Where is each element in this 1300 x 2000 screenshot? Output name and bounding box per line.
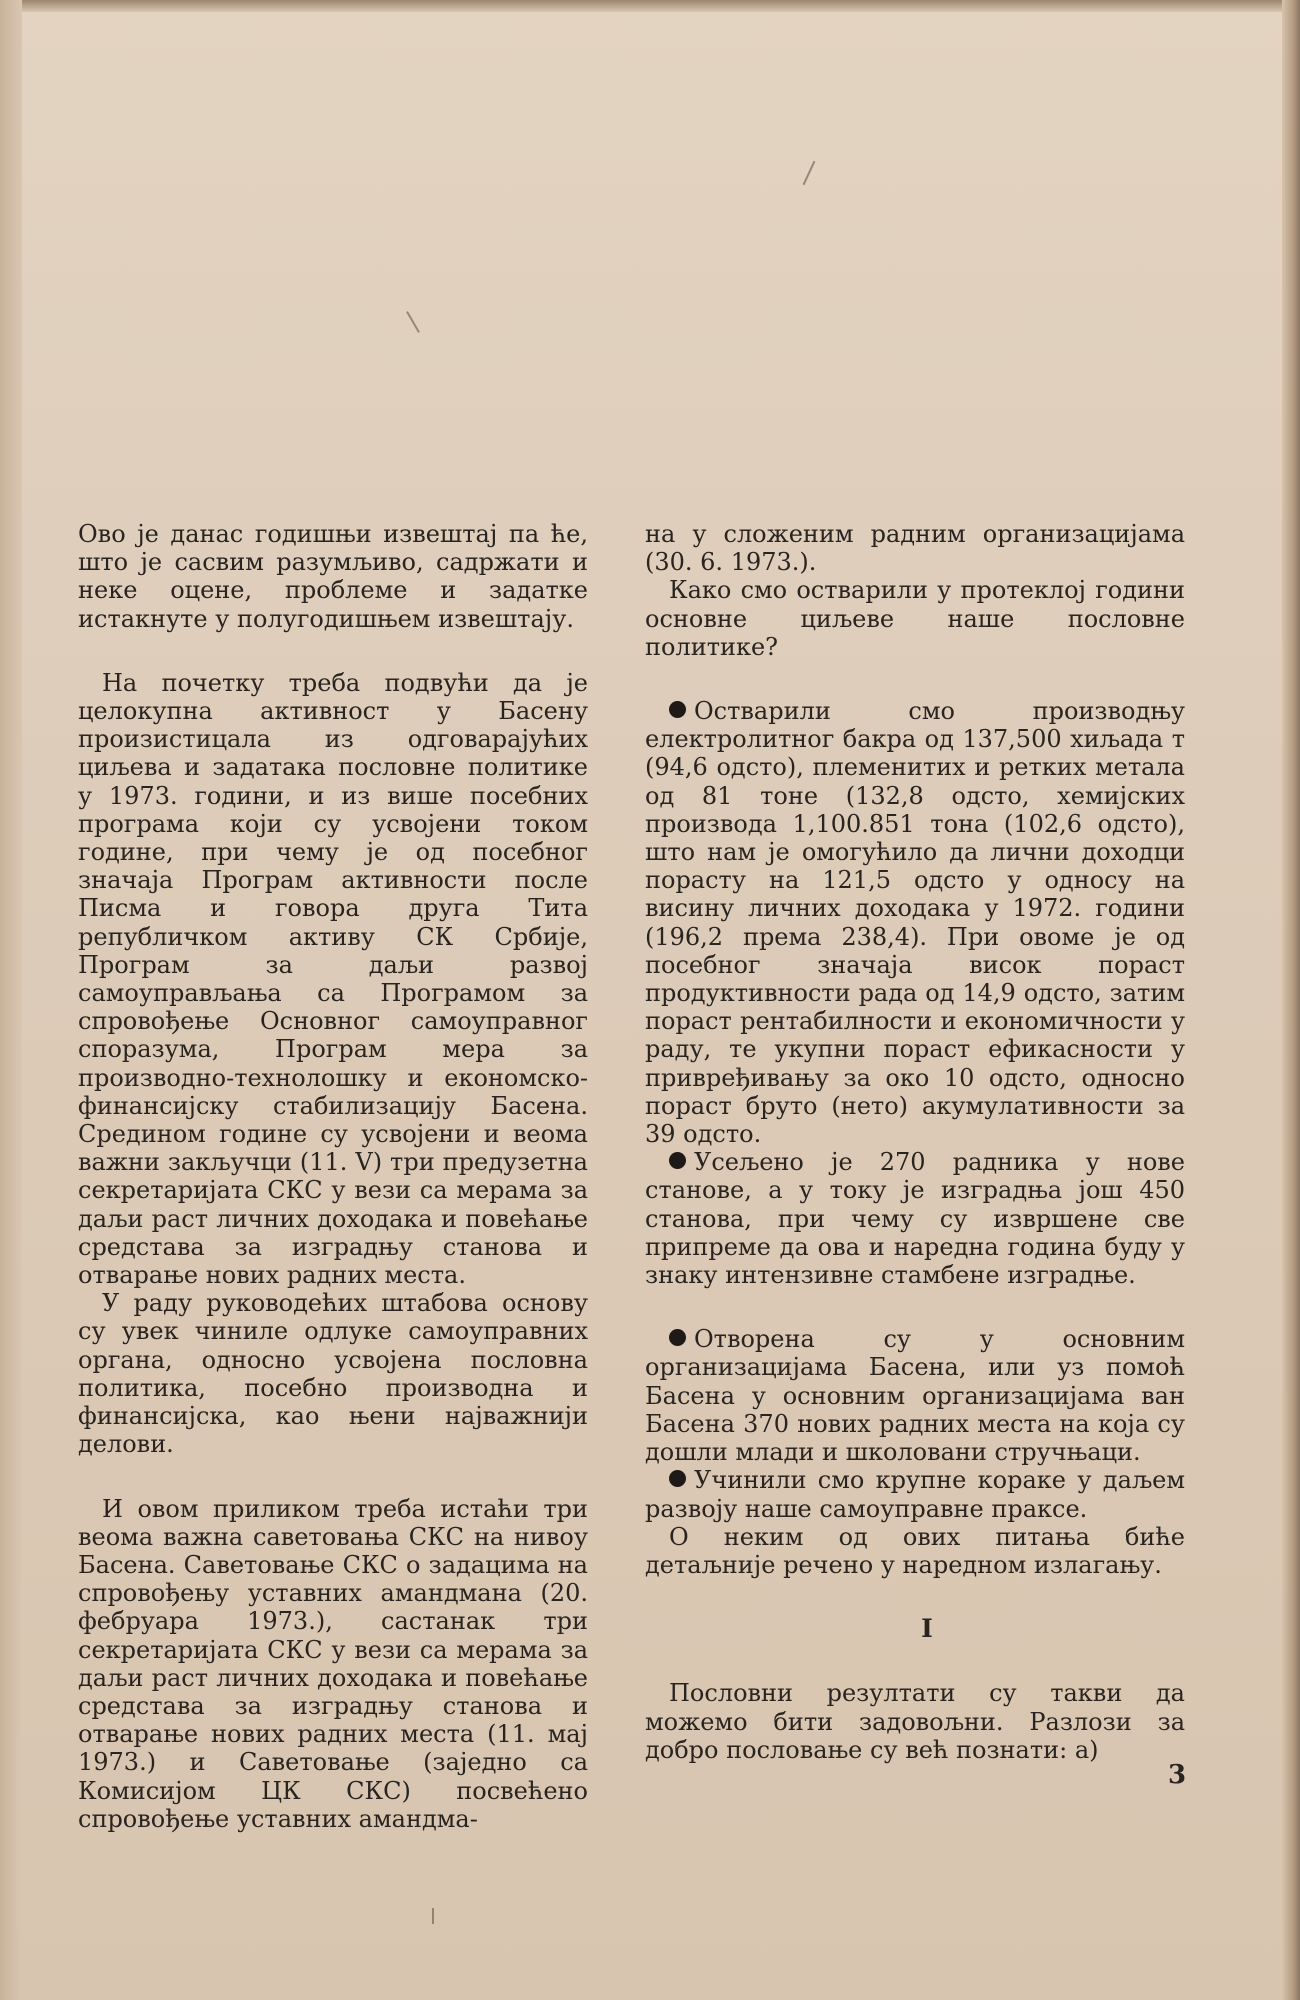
section-heading: I	[921, 1614, 933, 1644]
paragraph: На почетку треба подвући да је целокупна активност у Басену произистицала из одговарајућих циљева и задатака пословне политике у 1973. години, и из више посебних програма који су усвојени током године, при чему је од посебног значаја Програм активности после Писма и говора друга Тита републичком активу СК Србије, Програм за даљи развој самоуправљања са Програмом за спровођење Основног самоуправног споразума, Програм мера за производно-технолошку и економско-финансијску стабилизацију Басена. Средином године су усвојени и веома важни закључци (11. V) три предузетна секретаријата СКС у вези са мерама за даљи раст личних доходака и повећање средстава за изградњу станова и отварање нових радних места.	[78, 668, 588, 1290]
right-column	[645, 520, 1185, 1764]
bullet-item	[645, 1325, 1185, 1466]
paragraph: У раду руководећих штабова основу су увек чиниле одлуке самоуправних органа, односно усвојена пословна политика, посебно производна и финансијска, као њени најважнији делови.	[78, 1289, 588, 1459]
page-number: 3	[1168, 1760, 1187, 1790]
paper-speck	[432, 1908, 434, 1924]
paragraph: Ово је данас годишњи извештај па ће, што је сасвим разумљиво, садржати и неке оцене, проблеме и задатке истакнуте у полугодишњем извештају.	[78, 520, 588, 633]
bullet-icon	[669, 1470, 686, 1487]
page-right-edge	[1282, 0, 1300, 2000]
page-top-edge	[0, 0, 1300, 12]
bullet-item	[645, 1148, 1185, 1289]
bullet-text: Усељено је 270 радника у нове станове, а у току је изградња још 450 станова, при чему су извршене све припреме да ова и наредна година буду у знаку интензивне стамбене изградње.	[645, 1148, 1185, 1290]
bullet-text: Отворена су у основним организацијама Басена, или уз помоћ Басена у основним организацијама ван Басена 370 нових радних места на која су дошли млади и школовани стручњаци.	[645, 1325, 1185, 1467]
bullet-icon	[669, 701, 686, 718]
paragraph: на у сложеним радним организацијама (30. 6. 1973.).	[645, 520, 1185, 577]
paragraph: О неким од ових питања биће детаљније речено у наредном излагању.	[645, 1522, 1185, 1579]
paragraph: Пословни резултати су такви да можемо бити задовољни. Разлози за добро пословање су већ познати: а)	[645, 1679, 1185, 1764]
left-column	[78, 520, 588, 1833]
page-left-edge	[0, 0, 22, 2000]
bullet-text: Учинили смо крупне кораке у даљем развоју наше самоуправне праксе.	[645, 1466, 1185, 1523]
paper-speck	[803, 161, 816, 185]
bullet-item	[645, 697, 1185, 1148]
bullet-item	[645, 1466, 1185, 1522]
paper-speck	[406, 311, 420, 333]
bullet-icon	[669, 1329, 686, 1346]
bullet-icon	[669, 1152, 686, 1169]
paragraph: И овом приликом треба истаћи три веома важна саветовања СКС на нивоу Басена. Саветовање СКС о задацима на спровођењу уставних амандмана (20. фебруара 1973.), састанак три секретаријата СКС у вези са мерама за даљи раст личних доходака и повећање средстава за изградњу станова и отварање нових радних места (11. мај 1973.) и Саветовање (заједно са Комисијом ЦК СКС) посвећено спровођење уставних амандма-	[78, 1494, 588, 1833]
paragraph: Како смо остварили у протеклој години основне циљеве наше пословне политике?	[645, 576, 1185, 661]
bullet-text: Остварили смо производњу електролитног бакра од 137,500 хиљада т (94,6 одсто), племенитих и ретких метала од 81 тоне (132,8 одсто, хемијских производа 1,100.851 тона (102,6 одсто), што нам је омогућило да лични доходци порасту на 121,5 одсто у односу на висину личних доходака у 1972. години (196,2 према 238,4). При овоме је од посебног значаја висок пораст продуктивности рада од 14,9 одсто, затим пораст рентабилности и економичности у раду, те укупни пораст ефикасности у привређивању за око 10 одсто, односно пораст бруто (нето) акумулативности за 39 одсто.	[645, 697, 1185, 1149]
